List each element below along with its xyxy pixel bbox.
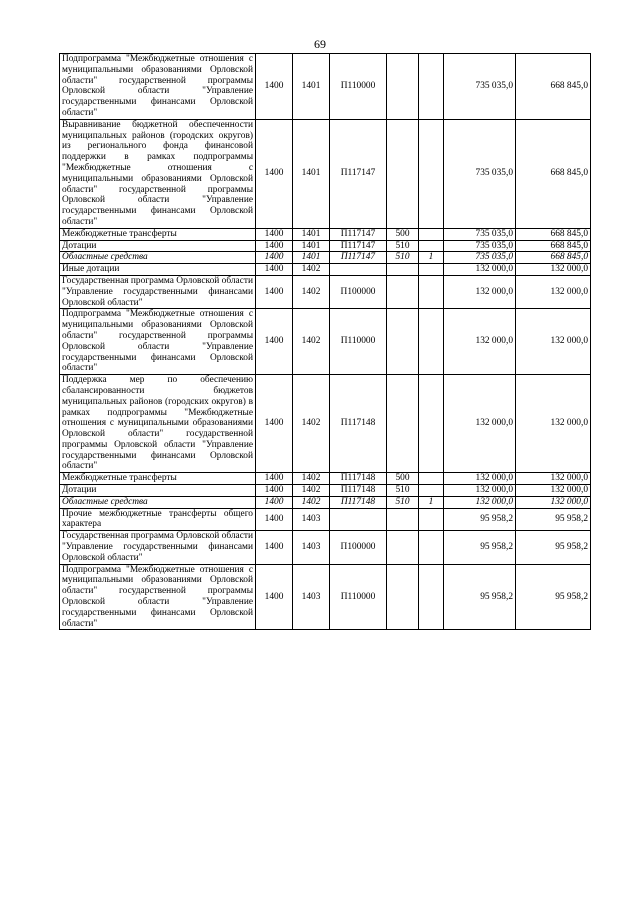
row-expense-type: 510 (387, 485, 419, 497)
row-funding-source (419, 264, 444, 276)
row-section-code: 1400 (256, 531, 293, 564)
row-funding-source (419, 485, 444, 497)
row-subsection-code: 1401 (293, 240, 330, 252)
row-funding-source (419, 119, 444, 228)
row-expense-type: 510 (387, 240, 419, 252)
row-amount-year-2: 132 000,0 (516, 485, 591, 497)
row-amount-year-2: 668 845,0 (516, 240, 591, 252)
row-amount-year-1: 132 000,0 (444, 473, 516, 485)
row-target-article: П117148 (330, 485, 387, 497)
row-target-article: П100000 (330, 531, 387, 564)
row-section-code: 1400 (256, 252, 293, 264)
table-row (60, 508, 591, 531)
row-amount-year-1: 735 035,0 (444, 228, 516, 240)
row-expense-type (387, 564, 419, 630)
row-name: Государственная программа Орловской области "Управление государственными финансами Орловской области" (60, 275, 256, 308)
row-amount-year-1: 132 000,0 (444, 485, 516, 497)
row-target-article: П110000 (330, 564, 387, 630)
row-amount-year-2: 668 845,0 (516, 119, 591, 228)
row-name: Прочие межбюджетные трансферты общего характера (60, 508, 256, 531)
row-amount-year-1: 132 000,0 (444, 275, 516, 308)
table-row (60, 309, 591, 375)
row-name: Межбюджетные трансферты (60, 473, 256, 485)
row-subsection-code: 1403 (293, 564, 330, 630)
budget-table (59, 53, 591, 630)
row-section-code: 1400 (256, 228, 293, 240)
row-amount-year-1: 735 035,0 (444, 119, 516, 228)
row-amount-year-2: 132 000,0 (516, 275, 591, 308)
row-funding-source (419, 564, 444, 630)
row-name: Межбюджетные трансферты (60, 228, 256, 240)
row-expense-type (387, 119, 419, 228)
row-name: Подпрограмма "Межбюджетные отношения с муниципальными образованиями Орловской области" государственной программы Орловской области "Управление государственными финансами Орловской области" (60, 54, 256, 120)
row-target-article: П117147 (330, 240, 387, 252)
row-target-article: П117148 (330, 375, 387, 473)
row-funding-source: 1 (419, 496, 444, 508)
row-section-code: 1400 (256, 240, 293, 252)
table-row (60, 264, 591, 276)
table-row (60, 228, 591, 240)
table-row (60, 473, 591, 485)
row-amount-year-2: 132 000,0 (516, 375, 591, 473)
row-target-article: П117147 (330, 228, 387, 240)
row-amount-year-1: 132 000,0 (444, 496, 516, 508)
table-row (60, 564, 591, 630)
row-expense-type (387, 508, 419, 531)
row-amount-year-2: 668 845,0 (516, 228, 591, 240)
row-section-code: 1400 (256, 485, 293, 497)
row-target-article: П100000 (330, 275, 387, 308)
table-row (60, 375, 591, 473)
row-expense-type: 500 (387, 473, 419, 485)
row-expense-type: 510 (387, 496, 419, 508)
row-subsection-code: 1402 (293, 275, 330, 308)
budget-table-body (60, 54, 591, 630)
row-amount-year-1: 132 000,0 (444, 264, 516, 276)
row-subsection-code: 1402 (293, 309, 330, 375)
row-subsection-code: 1402 (293, 473, 330, 485)
row-target-article: П117148 (330, 473, 387, 485)
row-subsection-code: 1401 (293, 119, 330, 228)
row-amount-year-1: 735 035,0 (444, 54, 516, 120)
row-name: Выравнивание бюджетной обеспеченности муниципальных районов (городских округов) из регионального фонда финансовой поддержки в рамках подпрограммы "Межбюджетные отношения с муниципальными образованиями Орловской области" государственной программы Орловской области "Управление государственными финансами Орловской области" (60, 119, 256, 228)
row-target-article: П110000 (330, 309, 387, 375)
row-target-article: П110000 (330, 54, 387, 120)
row-subsection-code: 1401 (293, 228, 330, 240)
row-funding-source (419, 228, 444, 240)
row-name: Подпрограмма "Межбюджетные отношения с муниципальными образованиями Орловской области" государственной программы Орловской области "Управление государственными финансами Орловской области" (60, 564, 256, 630)
row-section-code: 1400 (256, 564, 293, 630)
row-amount-year-1: 132 000,0 (444, 375, 516, 473)
row-target-article: П117148 (330, 496, 387, 508)
row-funding-source (419, 275, 444, 308)
row-subsection-code: 1402 (293, 485, 330, 497)
row-funding-source (419, 473, 444, 485)
row-amount-year-2: 668 845,0 (516, 54, 591, 120)
row-section-code: 1400 (256, 264, 293, 276)
page-number: 69 (314, 37, 326, 51)
row-section-code: 1400 (256, 309, 293, 375)
row-name: Дотации (60, 240, 256, 252)
row-amount-year-1: 132 000,0 (444, 309, 516, 375)
row-amount-year-2: 668 845,0 (516, 252, 591, 264)
row-amount-year-2: 95 958,2 (516, 531, 591, 564)
row-expense-type (387, 264, 419, 276)
table-row (60, 531, 591, 564)
row-expense-type (387, 275, 419, 308)
row-funding-source (419, 54, 444, 120)
row-amount-year-1: 95 958,2 (444, 531, 516, 564)
row-target-article: П117147 (330, 119, 387, 228)
row-subsection-code: 1403 (293, 508, 330, 531)
table-row (60, 54, 591, 120)
row-funding-source (419, 309, 444, 375)
row-name: Иные дотации (60, 264, 256, 276)
row-funding-source (419, 375, 444, 473)
row-amount-year-2: 132 000,0 (516, 496, 591, 508)
row-target-article (330, 508, 387, 531)
row-funding-source: 1 (419, 252, 444, 264)
row-name: Государственная программа Орловской области "Управление государственными финансами Орловской области" (60, 531, 256, 564)
row-amount-year-2: 132 000,0 (516, 473, 591, 485)
row-section-code: 1400 (256, 508, 293, 531)
row-name: Дотации (60, 485, 256, 497)
row-funding-source (419, 240, 444, 252)
table-row (60, 240, 591, 252)
row-amount-year-1: 95 958,2 (444, 508, 516, 531)
row-name: Областные средства (60, 496, 256, 508)
row-section-code: 1400 (256, 119, 293, 228)
row-section-code: 1400 (256, 496, 293, 508)
row-expense-type (387, 309, 419, 375)
row-amount-year-1: 735 035,0 (444, 252, 516, 264)
row-expense-type (387, 375, 419, 473)
row-section-code: 1400 (256, 473, 293, 485)
row-name: Подпрограмма "Межбюджетные отношения с муниципальными образованиями Орловской области" государственной программы Орловской области "Управление государственными финансами Орловской области" (60, 309, 256, 375)
table-row (60, 275, 591, 308)
row-subsection-code: 1403 (293, 531, 330, 564)
row-amount-year-2: 95 958,2 (516, 564, 591, 630)
row-amount-year-1: 735 035,0 (444, 240, 516, 252)
row-expense-type (387, 531, 419, 564)
table-row (60, 119, 591, 228)
row-funding-source (419, 531, 444, 564)
row-subsection-code: 1402 (293, 264, 330, 276)
row-section-code: 1400 (256, 275, 293, 308)
row-expense-type: 510 (387, 252, 419, 264)
row-funding-source (419, 508, 444, 531)
table-row (60, 252, 591, 264)
row-subsection-code: 1402 (293, 375, 330, 473)
row-amount-year-2: 132 000,0 (516, 264, 591, 276)
row-amount-year-2: 95 958,2 (516, 508, 591, 531)
row-expense-type: 500 (387, 228, 419, 240)
row-section-code: 1400 (256, 54, 293, 120)
table-row (60, 485, 591, 497)
table-row (60, 496, 591, 508)
row-target-article (330, 264, 387, 276)
row-subsection-code: 1401 (293, 54, 330, 120)
row-subsection-code: 1402 (293, 496, 330, 508)
row-name: Поддержка мер по обеспечению сбалансированности бюджетов муниципальных районов (городских округов) в рамках подпрограммы "Межбюджетные отношения с муниципальными образованиями Орловской области" государственной программы Орловской области "Управление государственными финансами Орловской области" (60, 375, 256, 473)
row-expense-type (387, 54, 419, 120)
row-subsection-code: 1401 (293, 252, 330, 264)
row-section-code: 1400 (256, 375, 293, 473)
row-name: Областные средства (60, 252, 256, 264)
row-amount-year-1: 95 958,2 (444, 564, 516, 630)
row-target-article: П117147 (330, 252, 387, 264)
row-amount-year-2: 132 000,0 (516, 309, 591, 375)
